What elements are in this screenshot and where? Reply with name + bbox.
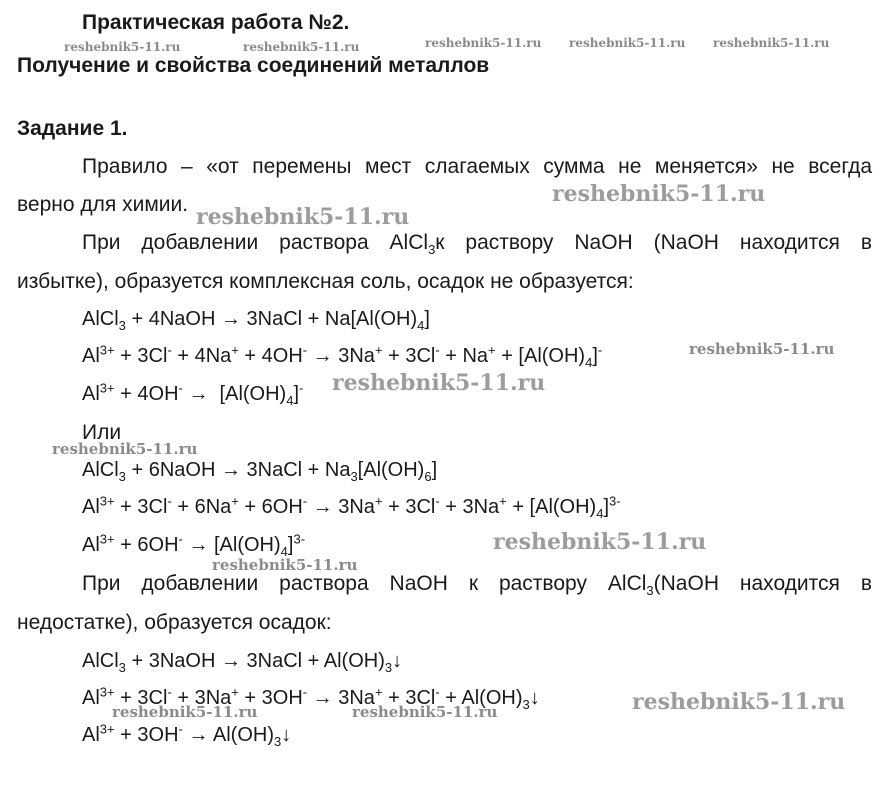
paragraph-3-line-1-start: При добавлении раствора NaOH к раствору AlCl [82,572,647,595]
watermark: reshebnik5-11.ru [632,689,846,715]
paragraph-3-line-1-end: (NaOH находится в [653,572,872,595]
watermark: reshebnik5-11.ru [713,36,830,50]
paragraph-2-line-1: При добавлении раствора AlCl$_3$к раствору NaOH (NaOH находится в [82,231,872,258]
equation-5: $Al^{3+} + 3Cl^- + 6Na^+ + 6OH^- \to 3Na^+ + 3Cl^- + 3Na^+ + [Al(OH)_4]^{3-}$ [82,493,621,521]
page-title: Практическая работа №2. [82,11,350,34]
equation-8: $Al^{3+} + 3Cl^- + 3Na^+ + 3OH^- \to 3Na^+ + 3Cl^-$ + $Al(OH)_3↓$ [82,684,540,712]
task-heading [17,117,127,141]
paragraph-2-line-1-start: При добавлении раствора AlCl [82,231,429,254]
task-dot: . [121,117,128,140]
equation-7: AlCl$_3$ + 3NaOH → 3NaCl + $Al(OH)_3↓$ [82,650,403,675]
watermark: reshebnik5-11.ru [52,440,198,458]
watermark: reshebnik5-11.ru [552,181,766,207]
paragraph-2-line-2: избытке), образуется комплексная соль, осадок не образуется: [17,270,634,293]
paragraph-3-line-1: При добавлении раствора NaOH к раствору AlCl$_3$(NaOH находится в [82,572,872,599]
page-subtitle: Получение и свойства соединений металлов [17,54,490,77]
equation-3: $Al^{3+} + 4OH^- \to [Al(OH)_4]^-$ [82,380,304,408]
watermark: reshebnik5-11.ru [243,40,360,54]
watermark: reshebnik5-11.ru [493,529,707,555]
watermark: reshebnik5-11.ru [212,556,358,574]
equation-9: $Al^{3+} + 3OH^-$ → $Al(OH)_3↓$ [82,721,292,749]
watermark: reshebnik5-11.ru [196,204,410,230]
watermark: reshebnik5-11.ru [569,36,686,50]
watermark: reshebnik5-11.ru [64,40,181,54]
watermark: reshebnik5-11.ru [332,370,546,396]
paragraph-3-line-2: недостатке), образуется осадок: [17,611,332,634]
paragraph-1-line-2: верно для химии. [17,193,189,216]
equation-2: $Al^{3+} + 3Cl^- + 4Na^+ + 4OH^- \to 3Na^+ + 3Cl^- + Na^+ + [Al(OH)_4]^-$ [82,342,603,370]
watermark: reshebnik5-11.ru [425,36,542,50]
equation-4: AlCl$_3$ + 6NaOH → 3NaCl + $Na_3[Al(OH)_6]$ [82,459,438,484]
watermark: reshebnik5-11.ru [352,703,498,721]
task-label: Задание 1 [17,117,122,140]
equation-1: AlCl$_3$ + 4NaOH → 3NaCl + $Na[Al(OH)_4]$ [82,308,430,333]
or-label: Или [82,421,122,444]
paragraph-2-line-1-end: к раствору NaOH (NaOH находится в [435,231,872,254]
watermark: reshebnik5-11.ru [112,703,258,721]
watermark: reshebnik5-11.ru [689,340,835,358]
paragraph-1-line-1: Правило – «от перемены мест слагаемых сумма не меняется» не всегда [82,155,872,178]
equation-6: $Al^{3+} + 6OH^- \to [Al(OH)_4]^{3-}$ [82,531,306,559]
